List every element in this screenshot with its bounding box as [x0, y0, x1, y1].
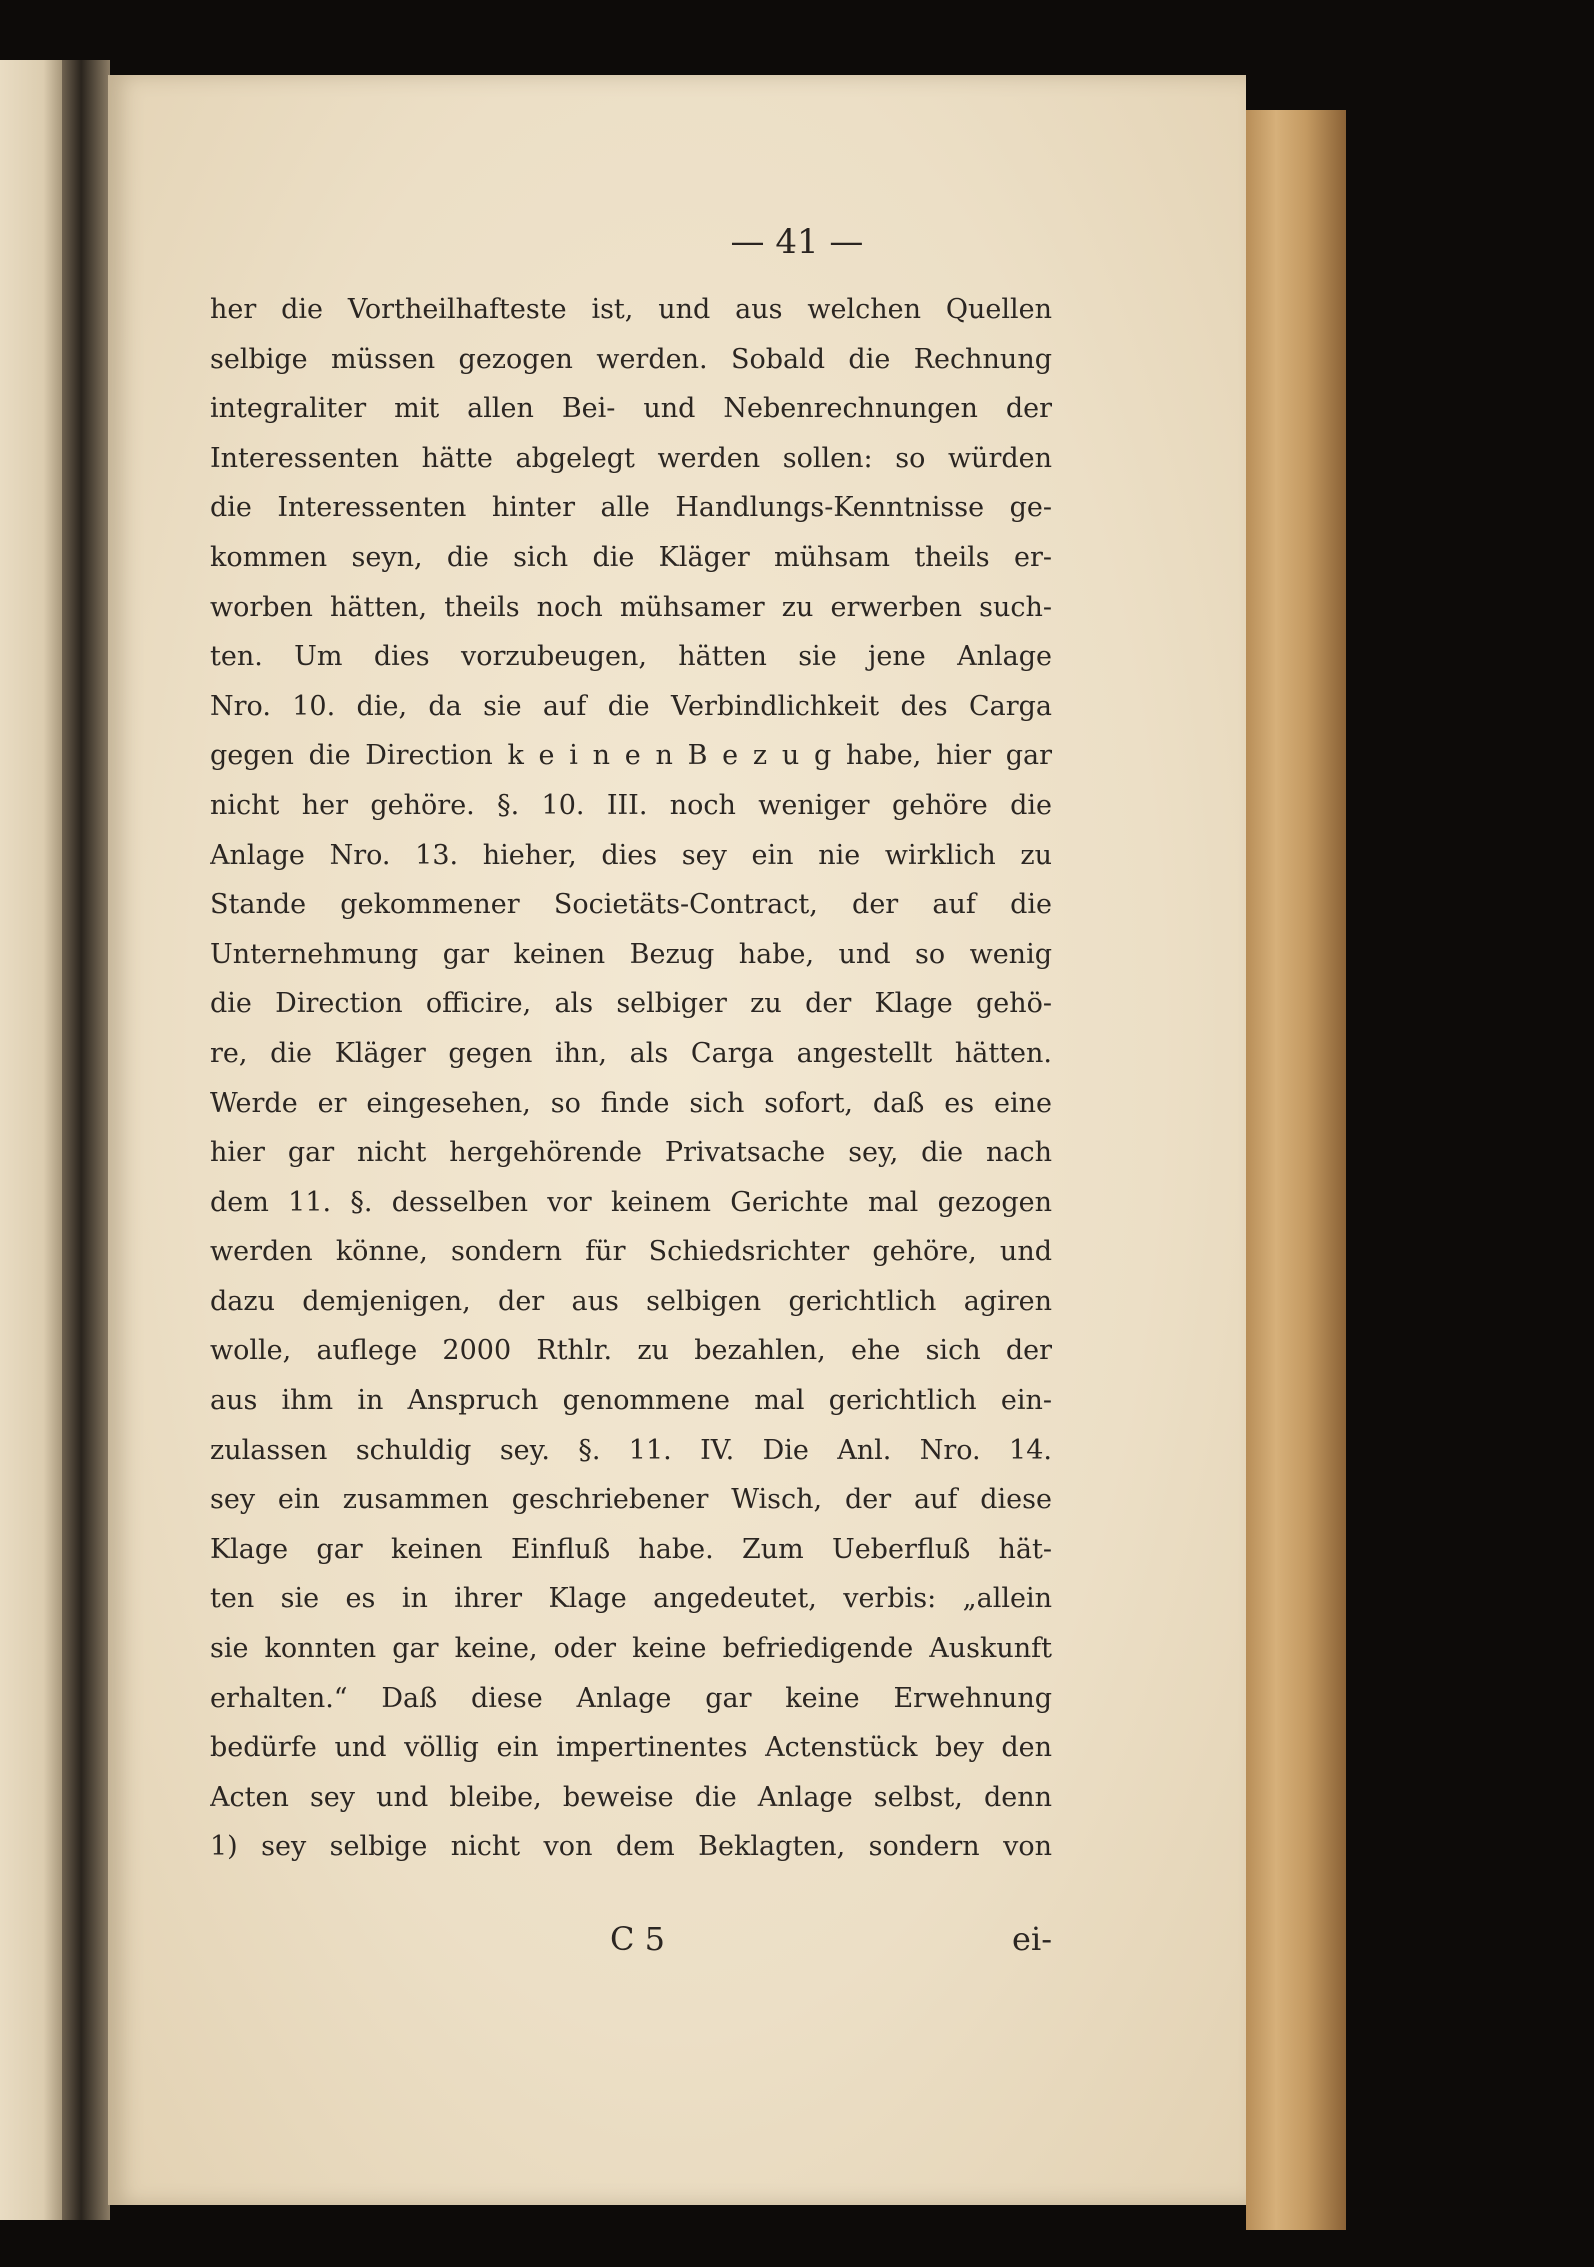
text-line: 1) sey selbige nicht von dem Beklagten, sondern von [210, 1831, 1052, 1863]
text-line: hier gar nicht hergehörende Privatsache sey, die nach [210, 1137, 1052, 1169]
text-line: re, die Kläger gegen ihn, als Carga angestellt hätten. [210, 1037, 1052, 1069]
text-line: zulassen schuldig sey. §. 11. IV. Die Anl. Nro. 14. [210, 1434, 1052, 1466]
catchword: ei- [1012, 1920, 1052, 1958]
text-line: wolle, auflege 2000 Rthlr. zu bezahlen, ehe sich der [210, 1335, 1052, 1367]
text-line: erhalten.“ Daß diese Anlage gar keine Erwehnung [210, 1682, 1052, 1714]
text-line: Unternehmung gar keinen Bezug habe, und so wenig [210, 938, 1052, 970]
text-line: sey ein zusammen geschriebener Wisch, der auf diese [210, 1484, 1052, 1516]
book-gutter [62, 60, 110, 2220]
text-line: Interessenten hätte abgelegt werden sollen: so würden [210, 442, 1052, 474]
book-cover-edge [1246, 110, 1346, 2230]
text-line: Stande gekommener Societäts-Contract, der auf die [210, 889, 1052, 921]
text-line: ten. Um dies vorzubeugen, hätten sie jene Anlage [210, 641, 1052, 673]
text-line: Nro. 10. die, da sie auf die Verbindlichkeit des Carga [210, 690, 1052, 722]
text-line: Werde er eingesehen, so finde sich sofort, daß es eine [210, 1087, 1052, 1119]
text-line: die Interessenten hinter alle Handlungs-Kenntnisse ge- [210, 492, 1052, 524]
body-text [210, 285, 1052, 1872]
text-line: nicht her gehöre. §. 10. III. noch weniger gehöre die [210, 789, 1052, 821]
text-line: worben hätten, theils noch mühsamer zu erwerben such- [210, 591, 1052, 623]
text-line: integraliter mit allen Bei- und Nebenrechnungen der [210, 393, 1052, 425]
signature-mark: C 5 [610, 1920, 666, 1958]
text-line: Acten sey und bleibe, beweise die Anlage selbst, denn [210, 1781, 1052, 1813]
text-line: ten sie es in ihrer Klage angedeutet, verbis: „allein [210, 1583, 1052, 1615]
facing-page-edge [0, 60, 62, 2220]
text-line: selbige müssen gezogen werden. Sobald die Rechnung [210, 343, 1052, 375]
text-line: gegen die Direction k e i n e n B e z u g habe, hier gar [210, 740, 1052, 772]
text-line: die Direction officire, als selbiger zu der Klage gehö- [210, 988, 1052, 1020]
page-number: — 41 — [730, 222, 864, 262]
text-line: Klage gar keinen Einfluß habe. Zum Ueberfluß hät- [210, 1533, 1052, 1565]
page-footer [210, 1920, 1052, 1970]
text-line: sie konnten gar keine, oder keine befriedigende Auskunft [210, 1633, 1052, 1665]
text-line: Anlage Nro. 13. hieher, dies sey ein nie wirklich zu [210, 839, 1052, 871]
text-line: dazu demjenigen, der aus selbigen gerichtlich agiren [210, 1285, 1052, 1317]
text-line: aus ihm in Anspruch genommene mal gerichtlich ein- [210, 1385, 1052, 1417]
text-line: her die Vortheilhafteste ist, und aus welchen Quellen [210, 294, 1052, 325]
text-line: bedürfe und völlig ein impertinentes Actenstück bey den [210, 1732, 1052, 1764]
text-line: werden könne, sondern für Schiedsrichter gehöre, und [210, 1236, 1052, 1268]
text-line: kommen seyn, die sich die Kläger mühsam theils er- [210, 541, 1052, 573]
text-line: dem 11. §. desselben vor keinem Gerichte mal gezogen [210, 1186, 1052, 1218]
